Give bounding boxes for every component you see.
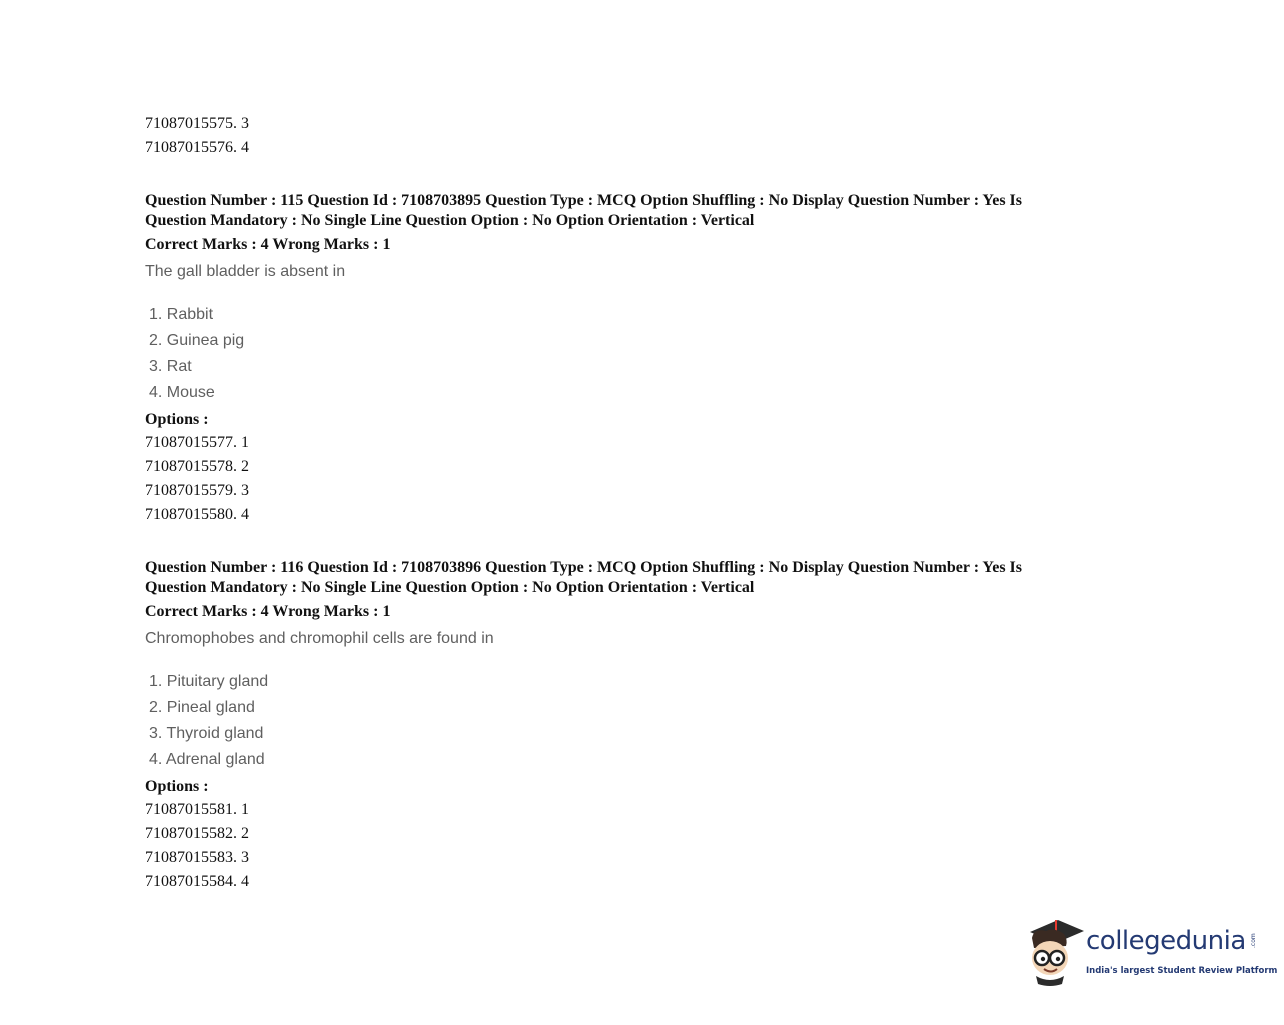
answer-choice: 1. Pituitary gland: [149, 673, 269, 690]
brand-name: collegedunia: [1086, 926, 1246, 956]
options-label: Options :: [145, 411, 209, 428]
question-header: Question Mandatory : No Single Line Question Option : No Option Orientation : Vertical: [145, 579, 755, 596]
option-id-line: 71087015578. 2: [145, 458, 249, 475]
answer-choice: 2. Guinea pig: [149, 332, 245, 349]
answer-choice: 3. Rat: [149, 358, 192, 375]
question-header: Question Number : 116 Question Id : 7108703896 Question Type : MCQ Option Shuffling : No Display Question Number : Yes Is: [145, 559, 1022, 576]
option-id-line: 71087015581. 1: [145, 801, 249, 818]
brand-tagline: India's largest Student Review Platform: [1086, 966, 1278, 976]
brand-domain-suffix: .com: [1250, 933, 1257, 948]
option-id-line: 71087015583. 3: [145, 849, 249, 866]
question-header: Question Number : 115 Question Id : 7108703895 Question Type : MCQ Option Shuffling : No Display Question Number : Yes Is: [145, 192, 1022, 209]
option-id-line: 71087015582. 2: [145, 825, 249, 842]
option-id-line: 71087015580. 4: [145, 506, 249, 523]
question-text: The gall bladder is absent in: [145, 263, 346, 280]
option-id-line: 71087015584. 4: [145, 873, 249, 890]
answer-choice: 2. Pineal gland: [149, 699, 255, 716]
question-marks: Correct Marks : 4 Wrong Marks : 1: [145, 236, 391, 253]
question-marks: Correct Marks : 4 Wrong Marks : 1: [145, 603, 391, 620]
option-id-line: 71087015575. 3: [145, 115, 249, 132]
options-label: Options :: [145, 778, 209, 795]
answer-choice: 4. Adrenal gland: [149, 751, 265, 768]
answer-choice: 3. Thyroid gland: [149, 725, 264, 742]
option-id-line: 71087015577. 1: [145, 434, 249, 451]
option-id-line: 71087015579. 3: [145, 482, 249, 499]
answer-choice: 1. Rabbit: [149, 306, 214, 323]
question-header: Question Mandatory : No Single Line Question Option : No Option Orientation : Vertical: [145, 212, 755, 229]
student-mascot-icon: [1024, 914, 1086, 990]
question-text: Chromophobes and chromophil cells are found in: [145, 630, 494, 647]
answer-choice: 4. Mouse: [149, 384, 215, 401]
collegedunia-logo: [1024, 914, 1278, 990]
option-id-line: 71087015576. 4: [145, 139, 249, 156]
